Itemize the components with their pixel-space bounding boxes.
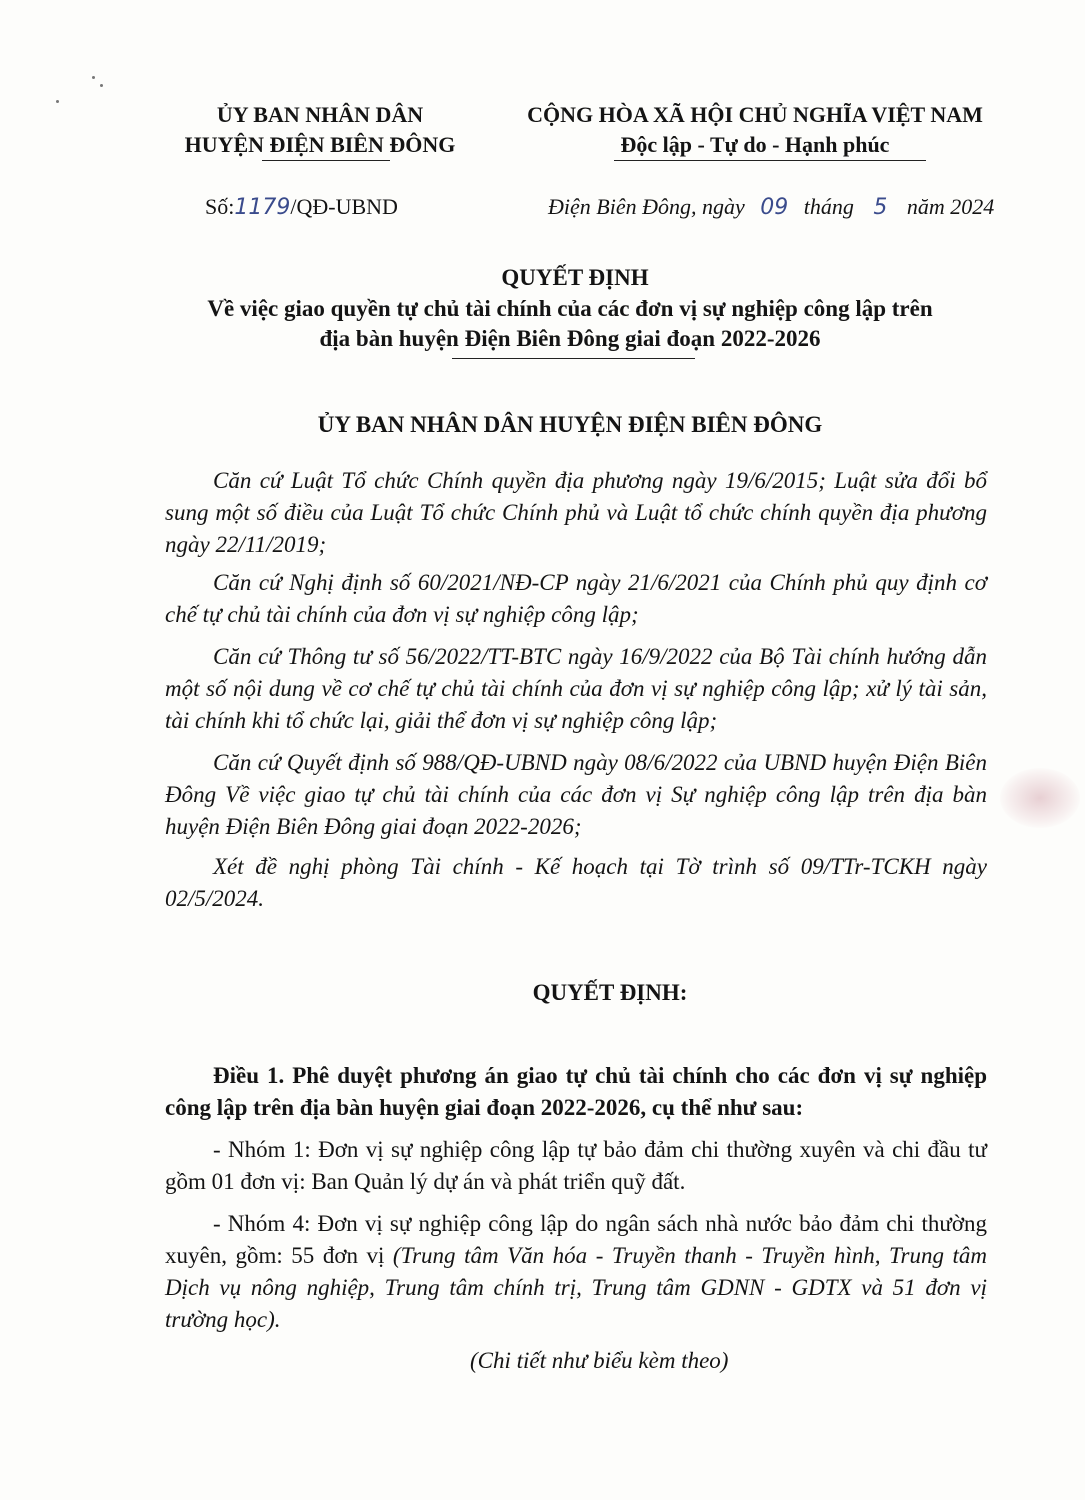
- issuer-line1: ỦY BAN NHÂN DÂN: [216, 102, 424, 127]
- group-1-text: - Nhóm 1: Đơn vị sự nghiệp công lập tự bảo đảm chi thường xuyên và chi đầu tư gồm 01 đơn vị: Ban Quản lý dự án và phát triển quỹ đất.: [165, 1137, 987, 1194]
- legal-basis-4: Căn cứ Quyết định số 988/QĐ-UBND ngày 08/6/2022 của UBND huyện Điện Biên Đông Về việc giao tự chủ tài chính của các đơn vị Sự nghiệp công lập trên địa bàn huyện Điện Biên Đông giai đoạn 2022-2026;: [165, 750, 987, 839]
- issuer-line2: HUYỆN ĐIỆN BIÊN ĐÔNG: [184, 132, 456, 157]
- document-subject-line2: địa bàn huyện Điện Biên Đông giai đoạn 2022-2026: [319, 326, 821, 351]
- scan-speck: [100, 84, 103, 87]
- issuing-authority: ỦY BAN NHÂN DÂN HUYỆN ĐIỆN BIÊN ĐÔNG: [317, 412, 823, 437]
- handwritten-doc-number: 1179: [234, 195, 291, 220]
- group-1: [165, 1134, 987, 1198]
- document-title: QUYẾT ĐỊNH: [501, 265, 649, 290]
- group-4: [165, 1208, 987, 1336]
- scan-speck: [92, 76, 95, 79]
- article-1-text: . Phê duyệt phương án giao tự chủ tài chính cho các đơn vị sự nghiệp công lập trên địa bàn huyện giai đoạn 2022-2026, cụ thể như sau:: [165, 1063, 988, 1120]
- doc-number-suffix: /QĐ-UBND: [290, 194, 398, 219]
- handwritten-day: 09: [760, 195, 789, 220]
- motto-underline: [614, 160, 926, 161]
- scan-speck: [56, 100, 59, 103]
- appendix-note: (Chi tiết như biểu kèm theo): [470, 1348, 729, 1373]
- date-month-label: tháng: [803, 194, 854, 219]
- issuer-underline: [262, 160, 390, 161]
- group-4-text: - Nhóm 4: Đơn vị sự nghiệp công lập do ngân sách nhà nước bảo đảm chi thường xuyên, gồm: 55 đơn vị: [165, 1211, 987, 1268]
- document-number: [205, 194, 398, 220]
- national-motto: Độc lập - Tự do - Hạnh phúc: [620, 132, 890, 157]
- national-title: CỘNG HÒA XÃ HỘI CHỦ NGHĨA VIỆT NAM: [527, 102, 983, 127]
- doc-number-prefix: Số:: [205, 194, 235, 219]
- legal-basis-2: Căn cứ Nghị định số 60/2021/NĐ-CP ngày 21/6/2021 của Chính phủ quy định cơ chế tự chủ tài chính của đơn vị sự nghiệp công lập;: [165, 570, 987, 627]
- group-4-units: (Trung tâm Văn hóa - Truyền thanh - Truyền hình, Trung tâm Dịch vụ nông nghiệp, Trung tâm chính trị, Trung tâm GDNN - GDTX và 51 đơn vị trường học).: [165, 1243, 987, 1332]
- legal-bases: [165, 465, 987, 915]
- legal-basis-5: Xét đề nghị phòng Tài chính - Kế hoạch tại Tờ trình số 09/TTr-TCKH ngày 02/5/2024.: [165, 854, 987, 911]
- date-line: [548, 194, 994, 220]
- seal-mark: [1000, 768, 1080, 828]
- subject-underline: [452, 358, 695, 359]
- handwritten-month: 5: [873, 195, 888, 220]
- date-place: Điện Biên Đông, ngày: [548, 194, 745, 219]
- decision-heading: QUYẾT ĐỊNH:: [532, 980, 688, 1005]
- document-subject-line1: Về việc giao quyền tự chủ tài chính của các đơn vị sự nghiệp công lập trên: [207, 296, 933, 321]
- article-1: [165, 1060, 987, 1124]
- legal-basis-3: Căn cứ Thông tư số 56/2022/TT-BTC ngày 16/9/2022 của Bộ Tài chính hướng dẫn một số nội dung về cơ chế tự chủ tài chính của đơn vị sự nghiệp công lập; xử lý tài sản, tài chính khi tổ chức lại, giải thể đơn vị sự nghiệp công lập;: [165, 644, 987, 733]
- legal-basis-1: Căn cứ Luật Tổ chức Chính quyền địa phương ngày 19/6/2015; Luật sửa đổi bổ sung một số điều của Luật Tổ chức Chính phủ và Luật tổ chức chính quyền địa phương ngày 22/11/2019;: [165, 468, 987, 557]
- date-year: năm 2024: [906, 194, 995, 219]
- article-1-label: Điều 1: [213, 1063, 279, 1088]
